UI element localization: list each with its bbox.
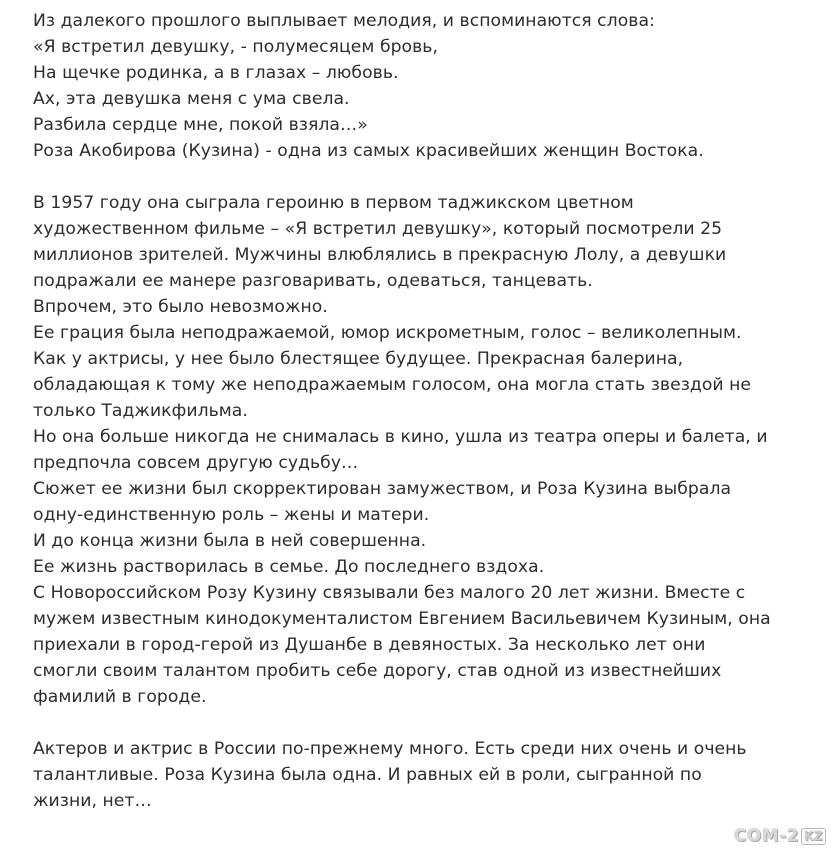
text-line: Сюжет ее жизни был скорректирован замужеством, и Роза Кузина выбрала: [33, 479, 732, 499]
text-line: только Таджикфильма.: [33, 401, 248, 421]
text-line: Роза Акобирова (Кузина) - одна из самых красивейших женщин Востока.: [33, 141, 704, 161]
text-line: смогли своим талантом пробить себе дорогу, став одной из известнейших: [33, 661, 722, 681]
text-line: Впрочем, это было невозможно.: [33, 297, 328, 317]
text-line: Как у актрисы, у нее было блестящее будущее. Прекрасная балерина,: [33, 349, 684, 369]
text-line: фамилий в городе.: [33, 687, 207, 707]
text-line: одну-единственную роль – жены и матери.: [33, 505, 430, 525]
text-line: талантливые. Роза Кузина была одна. И равных ей в роли, сыгранной по: [33, 765, 702, 785]
text-line: Ее жизнь растворилась в семье. До последнего вздоха.: [33, 557, 545, 577]
watermark-tld: KZ: [801, 828, 826, 845]
text-line: подражали ее манере разговаривать, одеваться, танцевать.: [33, 271, 593, 291]
text-line: Ее грация была неподражаемой, юмор искрометным, голос – великолепным.: [33, 323, 742, 343]
text-line: На щечке родинка, а в глазах – любовь.: [33, 63, 399, 83]
text-line: Разбила сердце мне, покой взяла…»: [33, 115, 368, 135]
watermark-name: COM-2: [733, 826, 799, 846]
article-text: [33, 8, 828, 814]
text-line: миллионов зрителей. Мужчины влюблялись в прекрасную Лолу, а девушки: [33, 245, 727, 265]
site-watermark-logo: [734, 826, 826, 846]
text-line: В 1957 году она сыграла героиню в первом таджикском цветном: [33, 193, 634, 213]
paragraph-spacer: [33, 710, 828, 736]
text-line: жизни, нет…: [33, 791, 152, 811]
text-line: предпочла совсем другую судьбу…: [33, 453, 359, 473]
paragraph-biography: [33, 190, 828, 710]
text-line: приехали в город-герой из Душанбе в девяностых. За несколько лет они: [33, 635, 706, 655]
text-line: И до конца жизни была в ней совершенна.: [33, 531, 427, 551]
text-line: Но она больше никогда не снималась в кино, ушла из театра оперы и балета, и: [33, 427, 768, 447]
text-line: художественном фильме – «Я встретил девушку», который посмотрели 25: [33, 219, 723, 239]
paragraph-spacer: [33, 164, 828, 190]
text-line: Из далекого прошлого выплывает мелодия, и вспоминаются слова:: [33, 11, 655, 31]
paragraph-conclusion: [33, 736, 828, 814]
text-line: обладающая к тому же неподражаемым голосом, она могла стать звездой не: [33, 375, 752, 395]
text-line: Ах, эта девушка меня с ума свела.: [33, 89, 350, 109]
paragraph-intro: [33, 8, 828, 164]
text-line: мужем известным кинодокументалистом Евгением Васильевичем Кузиным, она: [33, 609, 771, 629]
text-line: Актеров и актрис в России по-прежнему много. Есть среди них очень и очень: [33, 739, 747, 759]
text-line: «Я встретил девушку, - полумесяцем бровь,: [33, 37, 438, 57]
text-line: С Новороссийском Розу Кузину связывали без малого 20 лет жизни. Вместе с: [33, 583, 746, 603]
